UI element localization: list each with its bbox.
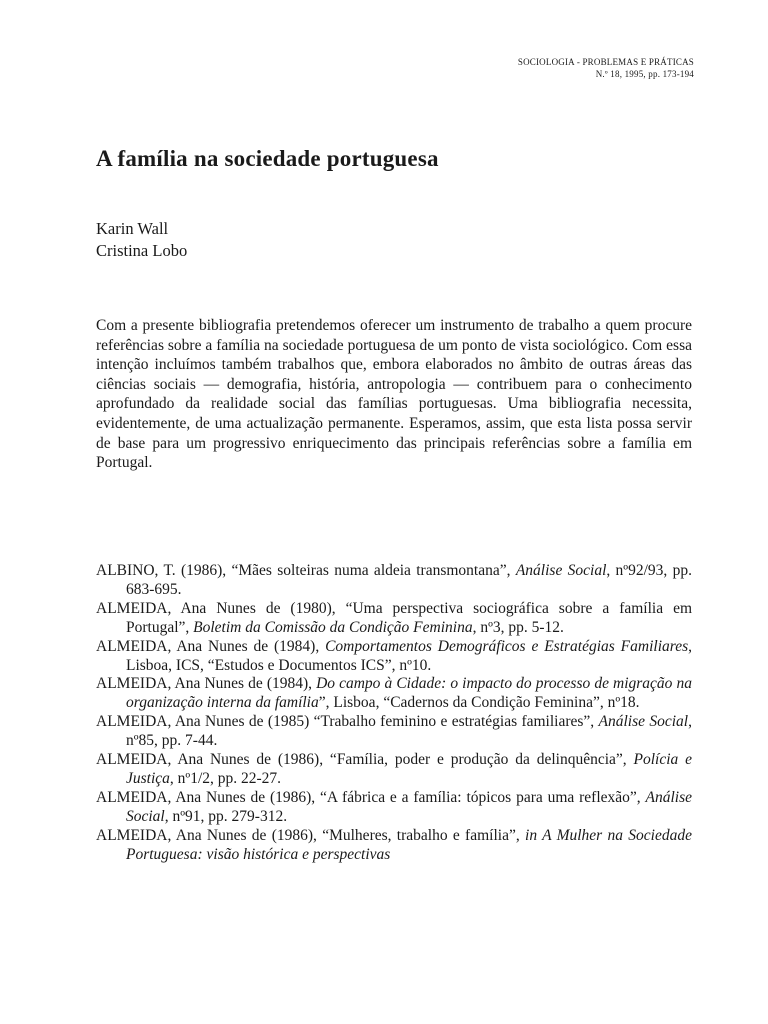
reference-item [96, 600, 692, 638]
reference-source: Análise Social [126, 788, 692, 825]
reference-text: ALMEIDA, Ana Nunes de (1984), [96, 675, 317, 693]
reference-details: , nº1/2, pp. 22-27. [169, 769, 282, 787]
reference-text: ALBINO, T. (1986), “Mães solteiras numa aldeia transmontana”, [96, 562, 516, 579]
reference-source: in A Mulher na Sociedade Portuguesa: visão histórica e perspectivas [126, 826, 692, 863]
reference-item [96, 638, 692, 676]
author: Karin Wall [96, 219, 169, 238]
journal-name: SOCIOLOGIA - PROBLEMAS E PRÁTICAS [517, 57, 694, 67]
reference-details: , nº92/93, pp. 683-695. [126, 562, 692, 598]
reference-details: , nº3, pp. 5-12. [472, 618, 564, 636]
intro-paragraph: Com a presente bibliografia pretendemos oferecer um instrumento de trabalho a quem procure referências sobre a família na sociedade portuguesa de um ponto de vista sociológico. Com essa intenção incluímos também trabalhos que, embora elaborados no âmbito de outras áreas das ciências sociais — demografia, história, antropologia — contribuem para o conhecimento aprofundado da realidade social das famílias portuguesas. Uma bibliografia necessita, evidentemente, de uma actualização permanente. Esperamos, assim, que esta lista possa servir de base para um progressivo enriquecimento das principais referências sobre a família em Portugal. [96, 317, 692, 472]
reference-item [96, 675, 692, 713]
reference-details: ”, Lisboa, “Cadernos da Condição Feminina”, nº18. [318, 694, 640, 712]
reference-source: Análise Social [598, 713, 689, 731]
reference-item [96, 789, 692, 827]
reference-source: Polícia e Justiça [126, 751, 692, 787]
reference-details: , Lisboa, ICS, “Estudos e Documentos ICS”, nº10. [126, 637, 692, 674]
reference-source: Análise Social [515, 562, 607, 579]
reference-source: Comportamentos Demográficos e Estratégias Familiares [325, 637, 689, 655]
reference-text: ALMEIDA, Ana Nunes de (1986), “Família, poder e produção da delinquência”, [96, 751, 634, 769]
reference-item [96, 751, 692, 789]
reference-text: ALMEIDA, Ana Nunes de (1980), “Uma perspectiva sociográfica sobre a família em Portugal”, [96, 599, 692, 636]
reference-details: , nº91, pp. 279-312. [164, 807, 288, 825]
reference-source: Boletim da Comissão da Condição Feminina [193, 618, 473, 636]
reference-details: , nº85, pp. 7-44. [126, 713, 692, 750]
reference-item [96, 713, 692, 751]
reference-text: ALMEIDA, Ana Nunes de (1986), “A fábrica e a família: tópicos para uma reflexão”, [96, 788, 646, 806]
article-title: A família na sociedade portuguesa [96, 146, 439, 171]
reference-text: ALMEIDA, Ana Nunes de (1986), “Mulheres, trabalho e família”, [96, 826, 526, 844]
reference-item [96, 562, 692, 600]
author: Cristina Lobo [96, 241, 188, 260]
authors [96, 218, 187, 262]
reference-source: Do campo à Cidade: o impacto do processo de migração na organização interna da família [126, 675, 692, 712]
bibliography-list [96, 562, 692, 865]
journal-header [518, 56, 694, 80]
reference-text: ALMEIDA, Ana Nunes de (1985) “Trabalho feminino e estratégias familiares”, [96, 713, 599, 731]
journal-issue: N.º 18, 1995, pp. 173-194 [595, 69, 694, 79]
reference-item [96, 827, 692, 865]
reference-text: ALMEIDA, Ana Nunes de (1984), [96, 637, 326, 655]
